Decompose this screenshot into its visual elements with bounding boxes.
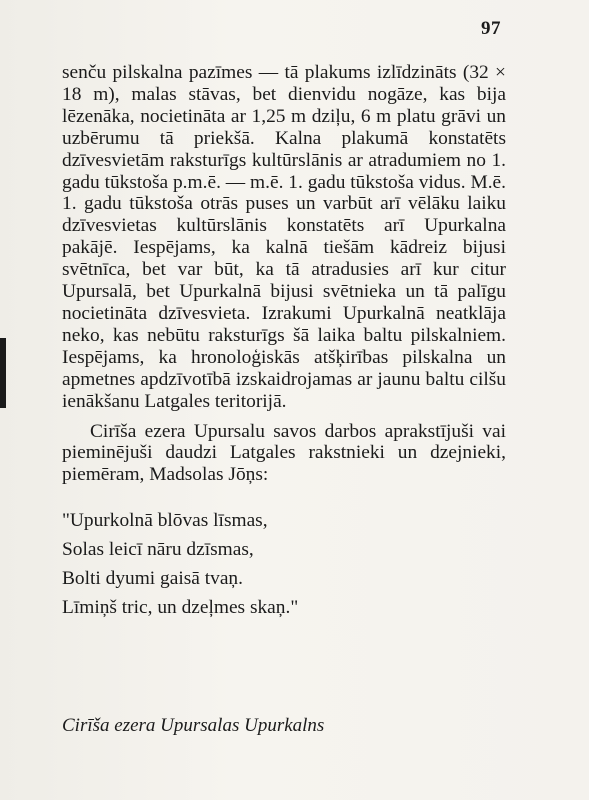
page-body xyxy=(62,62,506,622)
poem-line: Solas leicī nāru dzīsmas, xyxy=(62,539,254,561)
figure-caption: Cirīša ezera Upursalas Upurkalns xyxy=(62,715,325,736)
paragraph-writers: Cirīša ezera Upursalu savos darbos aprakstījuši vai pieminējuši daudzi Latgales rakstnieki un dzejnieki, piemēram, Madsolas Jōņs: xyxy=(62,420,506,486)
poem-line: Bolti dyumi gaisā tvaņ. xyxy=(62,568,243,590)
poem-line: "Upurkolnā blōvas līsmas, xyxy=(62,510,268,532)
paragraph-hillfort: senču pilskalna pazīmes — tā plakums izlīdzināts (32 × 18 m), malas stāvas, bet dienvidu nogāze, kas bija lēzenāka, nocietināta ar 1,25 m dziļu, 6 m platu grāvi un uzbērumu tā priekšā. Kalna plakumā konstatēts dzīvesvietām raksturīgs kultūrslānis ar atradumiem no 1. gadu tūkstoša p.m.ē. — m.ē. 1. gadu tūkstoša vidus. M.ē. 1. gadu tūkstoša otrās puses un varbūt arī vēlāku laiku dzīvesvietas kultūrslānis konstatēts arī Upurkalna pakājē. Iespējams, ka kalnā tiešām kādreiz bijusi svētnīca, bet var būt, ka tā atradusies arī kur citur Upursalā, bet Upurkalnā bijusi svētnieka un tā palīgu nocietināta dzīvesvieta. Izrakumi Upurkalnā neatklāja neko, kas nebūtu raksturīgs šā laika baltu pilskalniem. Iespējams, ka hronoloģiskās atšķirības pilskalna un apmetnes apdzīvotībā izskaidrojamas ar jaunu baltu cilšu ienākšanu Latgales teritorijā. xyxy=(62,62,506,412)
page-number: 97 xyxy=(481,18,501,39)
poem-quote xyxy=(62,506,506,622)
poem-line: Līmiņš tric, un dzeļmes skaņ." xyxy=(62,597,299,619)
page-edge-shadow xyxy=(0,338,6,408)
